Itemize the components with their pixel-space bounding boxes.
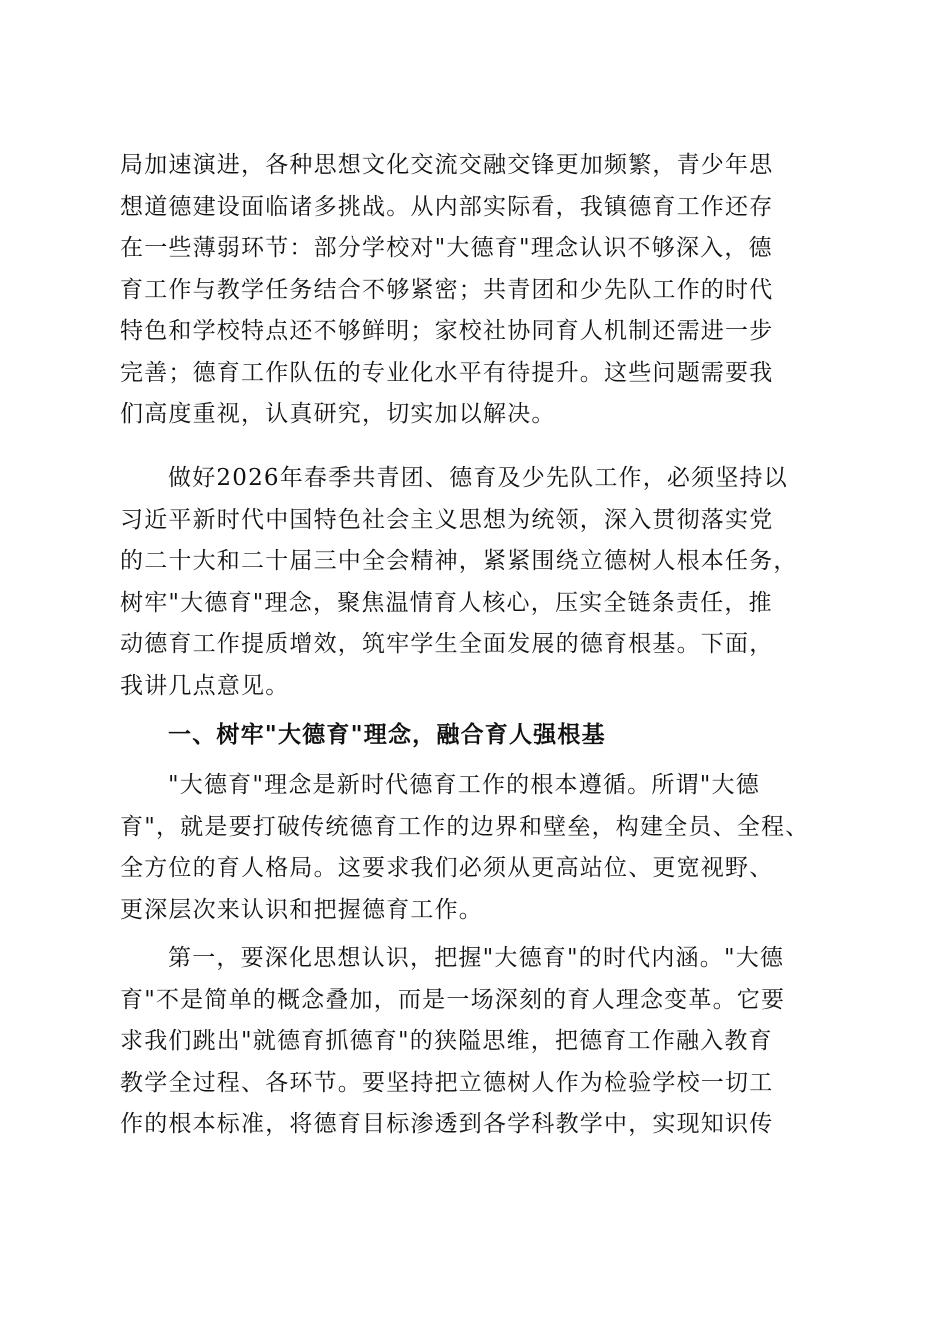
paragraph-line: "大德育"理念是新时代德育工作的根本遵循。所谓"大德 [168, 772, 760, 798]
paragraph-line: 习近平新时代中国特色社会主义思想为统领，深入贯彻落实党 [120, 506, 774, 533]
paragraph-line: 求我们跳出"就德育抓德育"的狭隘思维，把德育工作融入教育 [120, 1028, 773, 1054]
paragraph-line: 全方位的育人格局。这要求我们必须从更高站位、更宽视野、 [120, 855, 774, 881]
paragraph-line: 完善；德育工作队伍的专业化水平有待提升。这些问题需要我 [120, 359, 774, 386]
paragraph-line: 在一些薄弱环节：部分学校对"大德育"理念认识不够深入，德 [120, 235, 773, 261]
paragraph-line: 局加速演进，各种思想文化交流交融交锋更加频繁，青少年思 [120, 152, 774, 178]
section-heading: 一、树牢"大德育"理念，融合育人强根基 [168, 722, 606, 748]
paragraph-line: 的二十大和二十届三中全会精神，紧紧围绕立德树人根本任务， [120, 548, 798, 574]
paragraph-line: 我讲几点意见。 [120, 672, 290, 699]
paragraph-line: 更深层次来认识和把握德育工作。 [120, 896, 483, 923]
paragraph-line: 们高度重视，认真研究，切实加以解决。 [120, 401, 556, 427]
paragraph-line: 想道德建设面临诸多挑战。从内部实际看，我镇德育工作还存 [120, 193, 774, 220]
paragraph-line: 动德育工作提质增效，筑牢学生全面发展的德育根基。下面， [120, 631, 774, 657]
paragraph-line: 育工作与教学任务结合不够紧密；共青团和少先队工作的时代 [120, 276, 774, 303]
paragraph-line: 作的根本标准，将德育目标渗透到各学科教学中，实现知识传 [120, 1111, 774, 1137]
paragraph-line: 教学全过程、各环节。要坚持把立德树人作为检验学校一切工 [120, 1069, 774, 1096]
paragraph-line: 特色和学校特点还不够鲜明；家校社协同育人机制还需进一步 [120, 318, 774, 344]
paragraph-line: 树牢"大德育"理念，聚焦温情育人核心，压实全链条责任，推 [120, 589, 773, 616]
paragraph-line: 育"，就是要打破传统德育工作的边界和壁垒，构建全员、全程、 [120, 813, 810, 840]
paragraph-line: 做好2026年春季共青团、德育及少先队工作，必须坚持以 [168, 465, 788, 491]
paragraph-line: 育"不是简单的概念叠加，而是一场深刻的育人理念变革。它要 [120, 986, 786, 1013]
paragraph-line: 第一，要深化思想认识，把握"大德育"的时代内涵。"大德 [168, 945, 785, 971]
